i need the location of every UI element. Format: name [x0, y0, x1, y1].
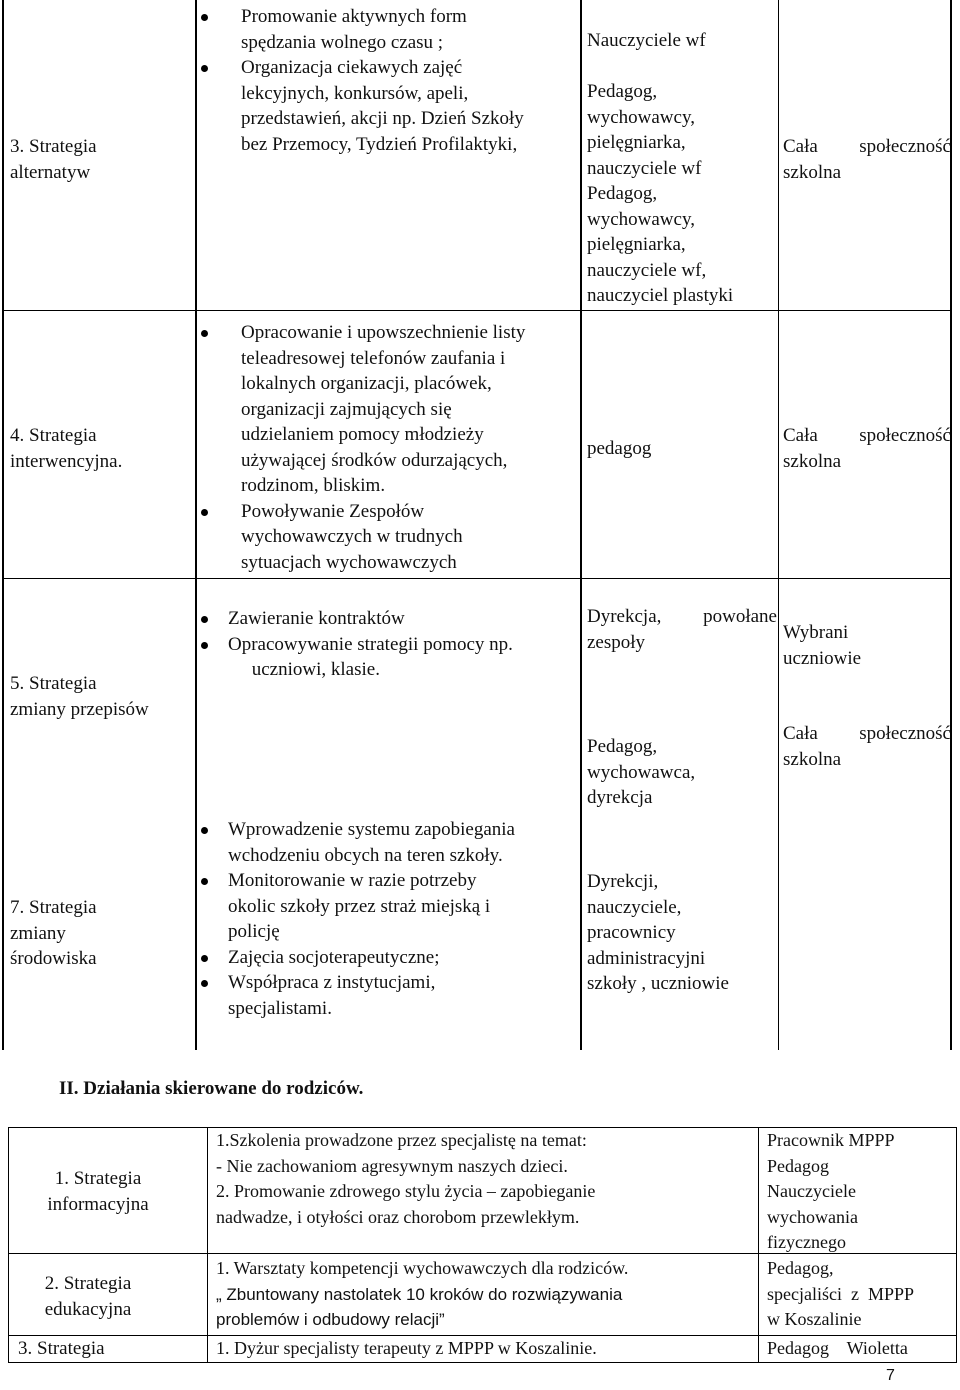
- bullet-icon: [201, 509, 208, 516]
- parent-strategy-2-label: 2. Strategia edukacyjna: [44, 1273, 132, 1320]
- table1-row-divider-2: [2, 578, 952, 579]
- list-item: Opracowywanie strategii pomocy np. uczniowi, klasie.: [228, 632, 576, 683]
- strategy-5-responsible-b: Pedagog, wychowawca, dyrekcja: [587, 736, 696, 808]
- table1-col-divider-3: [778, 0, 779, 1050]
- strategy-7-activities: [228, 817, 576, 1021]
- strategy-3-label: 3. Strategia alternatyw: [10, 136, 97, 183]
- bullet-icon: [201, 642, 208, 649]
- list-item: Monitorowanie w razie potrzeby okolic szkoły przez straż miejską i policję: [228, 868, 576, 945]
- parent-strategy-1-responsible: Pracownik MPPP Pedagog Nauczyciele wychowania fizycznego: [767, 1130, 895, 1252]
- bullet-icon: [201, 878, 208, 885]
- table1-col-divider-2: [580, 0, 582, 1050]
- strategy-3-responsible: Nauczyciele wf Pedagog, wychowawcy, pielęgniarka, nauczyciele wf Pedagog, wychowawcy, pielęgniarka, nauczyciele wf, nauczyciel plastyki: [587, 30, 734, 306]
- strategy-5-responsible-a: Dyrekcja, powołane zespoły: [587, 606, 777, 653]
- bullet-icon: [201, 330, 208, 337]
- parent-strategy-2-activities: 1. Warsztaty kompetencji wychowawczych dla rodziców. „ Zbuntowany nastolatek 10 kroków do rozwiązywania problemów i odbudowy relacji”: [216, 1258, 629, 1329]
- table2-bottom-border: [8, 1362, 957, 1363]
- bullet-icon: [201, 955, 208, 962]
- bullet-icon: [201, 14, 208, 21]
- strategy-7-label: 7. Strategia zmiany środowiska: [10, 897, 97, 969]
- strategy-4-label: 4. Strategia interwencyjna.: [10, 425, 123, 472]
- parent-strategy-3-activities: 1. Dyżur specjalisty terapeuty z MPPP w Koszalinie.: [216, 1338, 597, 1358]
- list-item: Zajęcia socjoterapeutyczne;: [228, 945, 576, 971]
- bullet-icon: [201, 980, 208, 987]
- strategy-5-target-a: Wybrani uczniowie: [783, 622, 862, 669]
- list-item: Wprowadzenie systemu zapobiegania wchodzeniu obcych na teren szkoły.: [228, 817, 576, 868]
- list-item: Powoływanie Zespołów wychowawczych w trudnych sytuacjach wychowawczych: [241, 499, 576, 576]
- parent-strategy-1-label: 1. Strategia informacyjna: [47, 1168, 149, 1215]
- table1-row-divider-1: [2, 310, 952, 311]
- strategy-3-target: Cała społeczność szkolna: [783, 136, 951, 183]
- bullet-icon: [201, 65, 208, 72]
- section-heading: II. Działania skierowane do rodziców.: [59, 1078, 364, 1099]
- table2-col-divider-2: [758, 1127, 759, 1363]
- parent-strategy-3-responsible: Pedagog Wioletta: [767, 1338, 908, 1358]
- list-item: Współpraca z instytucjami, specjalistami.: [228, 970, 576, 1021]
- strategy-5-activities: [228, 606, 576, 683]
- table2-col-divider-1: [207, 1127, 208, 1363]
- parent-strategy-2-responsible: Pedagog, specjaliści z MPPP w Koszalinie: [767, 1258, 914, 1329]
- list-item: Organizacja ciekawych zajęć lekcyjnych, konkursów, apeli, przedstawień, akcji np. Dzień Szkoły bez Przemocy, Tydzień Profilaktyki,: [241, 55, 576, 157]
- list-item: Zawieranie kontraktów: [228, 606, 576, 632]
- parent-strategy-1-activities: 1.Szkolenia prowadzone przez specjalistę na temat: - Nie zachowaniom agresywnym naszych dzieci. 2. Promowanie zdrowego stylu życia – zapobieganie nadwadze, i otyłości oraz chorobom przewlekłym.: [216, 1130, 596, 1227]
- table2-left-border: [8, 1127, 9, 1363]
- bullet-icon: [201, 616, 208, 623]
- table2-right-border: [956, 1127, 957, 1363]
- table1-left-border: [2, 0, 4, 1050]
- strategy-3-activities: [241, 4, 576, 157]
- bullet-icon: [201, 827, 208, 834]
- strategy-7-responsible: Dyrekcji, nauczyciele, pracownicy administracyjni szkoły , uczniowie: [587, 871, 729, 994]
- strategy-5-label: 5. Strategia zmiany przepisów: [10, 673, 149, 720]
- strategy-4-activities: [241, 320, 576, 575]
- strategy-4-target: Cała społeczność szkolna: [783, 425, 951, 472]
- table1-col-divider-1: [195, 0, 197, 1050]
- strategy-4-responsible: pedagog: [587, 438, 652, 459]
- page-number: 7: [886, 1367, 895, 1384]
- list-item: Opracowanie i upowszechnienie listy teleadresowej telefonów zaufania i lokalnych organizacji, placówek, organizacji zajmujących się udzielaniem pomocy młodzieży używającej środków odurzających, rodzinom, bliskim.: [241, 320, 576, 499]
- strategy-5-target-b: Cała społeczność szkolna: [783, 723, 951, 770]
- parent-strategy-3-label: 3. Strategia: [18, 1338, 105, 1359]
- list-item: Promowanie aktywnych form spędzania wolnego czasu ;: [241, 4, 576, 55]
